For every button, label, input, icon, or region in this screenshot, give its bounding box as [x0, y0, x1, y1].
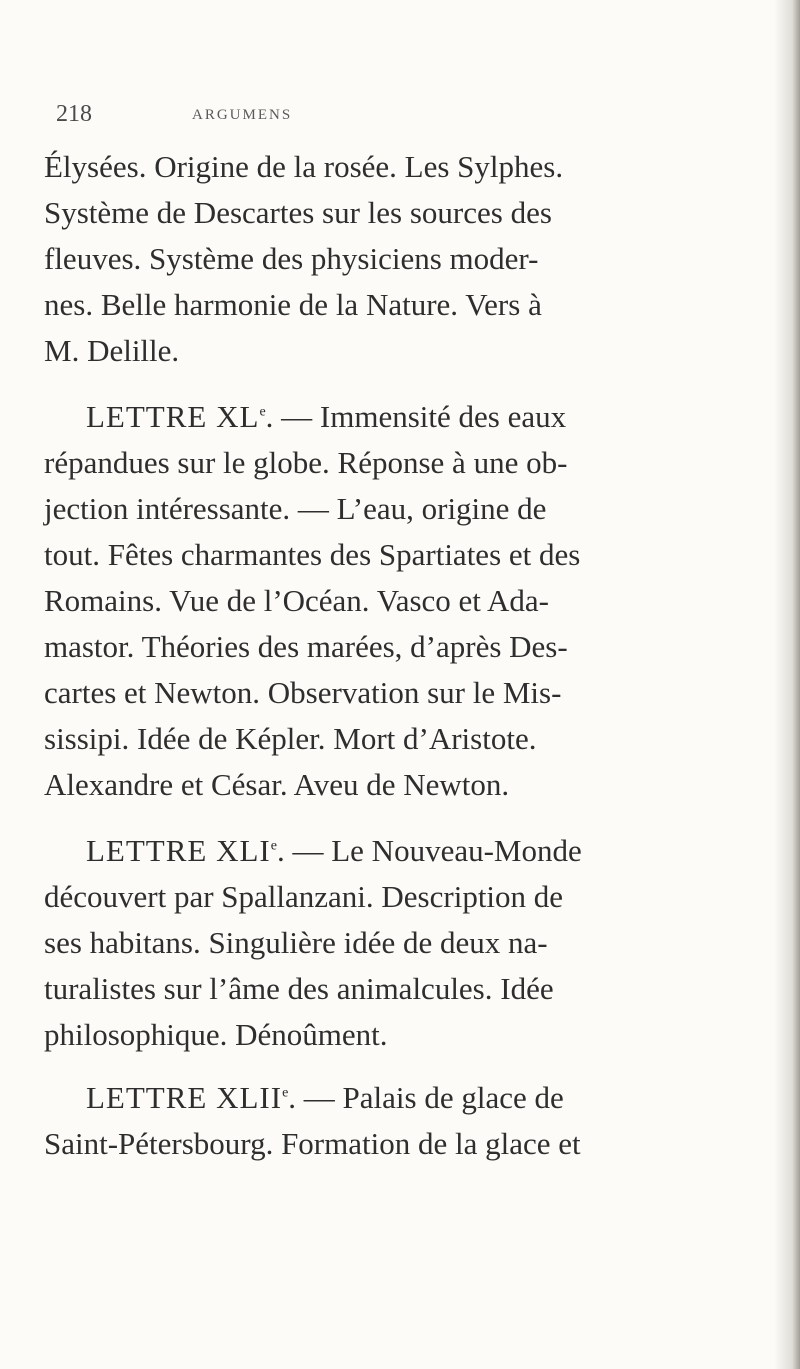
text-line: philosophique. Dénoûment. [44, 1017, 388, 1052]
letter-41-heading: LETTRE XLI [86, 833, 271, 868]
letter-40-heading: LETTRE XL [86, 399, 260, 434]
text-line: mastor. Théories des marées, d’après Des- [44, 629, 568, 664]
letter-42-summary [44, 1075, 754, 1167]
text-line: Système de Descartes sur les sources des [44, 195, 552, 230]
letter-42-ordinal: e [282, 1085, 289, 1101]
letter-42-first-text: . — Palais de glace de [288, 1080, 564, 1115]
text-line: tout. Fêtes charmantes des Spartiates et des [44, 537, 581, 572]
text-line: nes. Belle harmonie de la Nature. Vers à [44, 287, 542, 322]
page-number: 218 [56, 101, 92, 127]
text-line: M. Delille. [44, 333, 180, 368]
text-line: fleuves. Système des physiciens moder- [44, 241, 539, 276]
text-line: Saint-Pétersbourg. Formation de la glace et [44, 1126, 581, 1161]
text-line: Romains. Vue de l’Océan. Vasco et Ada- [44, 583, 549, 618]
letter-41-first-text: . — Le Nouveau-Monde [276, 833, 582, 868]
body-text [44, 144, 754, 1167]
continuation-paragraph [44, 144, 754, 374]
text-line: turalistes sur l’âme des animalcules. Idée [44, 971, 554, 1006]
letter-42-heading: LETTRE XLII [86, 1080, 283, 1115]
page-edge-shadow [774, 0, 800, 1369]
text-line: ses habitans. Singulière idée de deux na- [44, 925, 548, 960]
letter-40-first-text: . — Immensité des eaux [265, 399, 567, 434]
letter-41-summary [44, 828, 754, 1058]
letter-40-summary [44, 394, 754, 808]
text-line: sissipi. Idée de Képler. Mort d’Aristote. [44, 721, 537, 756]
letter-41-first-line [44, 828, 754, 874]
running-title: ARGUMENS [192, 107, 293, 123]
text-line: cartes et Newton. Observation sur le Mis- [44, 675, 562, 710]
letter-41-ordinal: e [270, 838, 277, 854]
text-line: Alexandre et César. Aveu de Newton. [44, 767, 510, 802]
text-line: Élysées. Origine de la rosée. Les Sylphes. [44, 149, 564, 184]
running-head [56, 101, 756, 131]
letter-40-first-line [44, 394, 754, 440]
text-line: jection intéressante. — L’eau, origine de [44, 491, 547, 526]
text-line: répandues sur le globe. Réponse à une ob- [44, 445, 568, 480]
letter-40-ordinal: e [259, 404, 266, 420]
letter-42-first-line [44, 1075, 754, 1121]
text-line: découvert par Spallanzani. Description de [44, 879, 564, 914]
